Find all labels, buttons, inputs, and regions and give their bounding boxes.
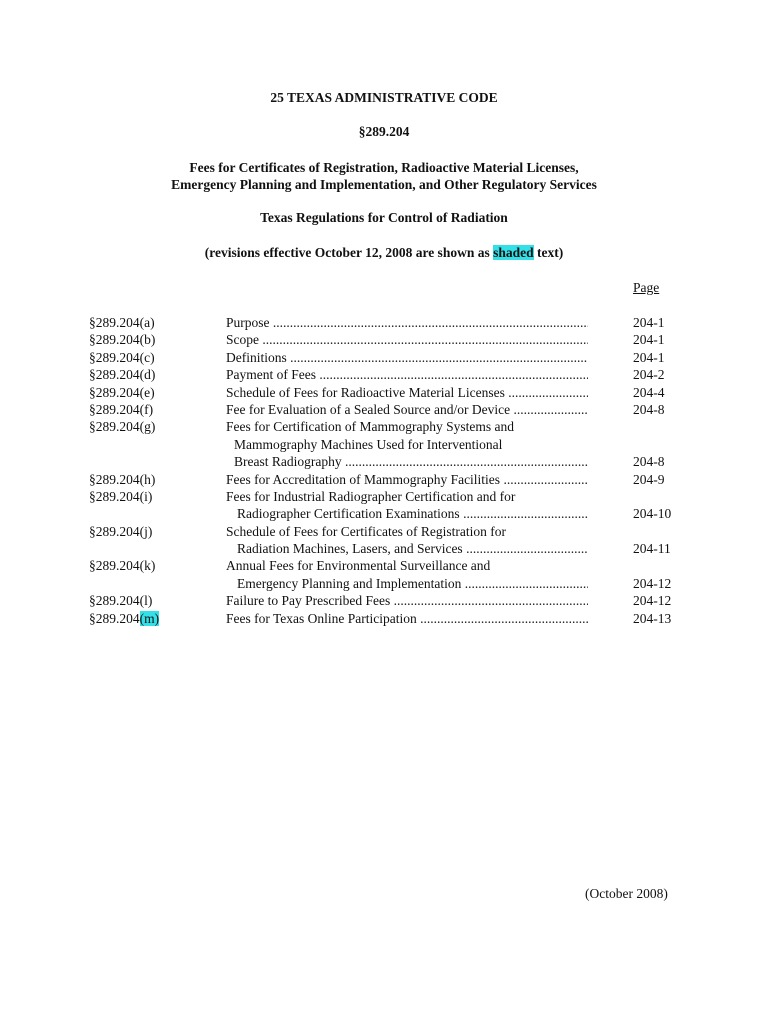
toc-page-number: 204-12	[633, 575, 672, 591]
toc-section-title: Breast Radiography .....	[234, 453, 588, 470]
toc-entry-line	[0, 314, 768, 331]
toc-page-number: 204-10	[633, 506, 672, 522]
section-title-line-1: Fees for Certificates of Registration, Radioactive Material Licenses,	[189, 160, 579, 175]
section-number: §289.204	[358, 124, 410, 139]
table-of-contents	[0, 314, 768, 627]
toc-section-code	[89, 610, 159, 627]
toc-entry-line	[0, 366, 768, 383]
toc-page-number: 204-2	[633, 367, 665, 383]
toc-section-code: §289.204(e)	[89, 384, 155, 400]
toc-entry-line	[0, 610, 768, 627]
toc-entry-line	[0, 471, 768, 488]
toc-section-title: Failure to Pay Prescribed Fees .....	[226, 592, 588, 609]
toc-section-title: Emergency Planning and Implementation .....	[237, 575, 588, 592]
toc-entry	[0, 331, 768, 348]
toc-entry-line	[0, 488, 768, 505]
toc-section-title: Schedule of Fees for Radioactive Material Licenses .....	[226, 384, 588, 401]
toc-section-title: Mammography Machines Used for Interventional	[234, 436, 503, 452]
toc-entry	[0, 401, 768, 418]
revision-note-suffix: text)	[533, 245, 564, 260]
toc-entry	[0, 592, 768, 609]
revision-note-prefix: (revisions effective October 12, 2008 are shown as	[204, 245, 494, 260]
toc-section-code-prefix: §289.204	[89, 610, 140, 626]
toc-entry-line	[0, 575, 768, 592]
toc-section-code-shaded: (m)	[139, 610, 160, 626]
toc-entry-line	[0, 436, 768, 453]
toc-section-title: Fees for Accreditation of Mammography Facilities .....	[226, 471, 588, 488]
toc-page-number: 204-11	[633, 541, 671, 557]
toc-section-title: Purpose .....	[226, 314, 588, 331]
toc-entry-line	[0, 453, 768, 470]
footer-date: (October 2008)	[585, 886, 668, 901]
toc-section-title: Definitions .....	[226, 349, 588, 366]
revision-note-shaded: shaded	[493, 245, 534, 260]
toc-entry-line	[0, 557, 768, 574]
toc-section-code: §289.204(f)	[89, 401, 154, 417]
toc-page-number: 204-4	[633, 384, 665, 400]
toc-section-title: Radiation Machines, Lasers, and Services .....	[237, 540, 588, 557]
toc-page-number: 204-8	[633, 454, 665, 470]
revision-note	[0, 245, 768, 261]
toc-entry-line	[0, 540, 768, 557]
section-title	[0, 159, 768, 193]
toc-section-title: Fees for Certification of Mammography Systems and	[226, 419, 514, 435]
toc-entry	[0, 610, 768, 627]
toc-entry	[0, 366, 768, 383]
toc-section-code: §289.204(a)	[89, 315, 155, 330]
toc-section-code: §289.204(j)	[89, 523, 153, 539]
toc-section-title: Fees for Industrial Radiographer Certification and for	[226, 488, 516, 504]
toc-page-number: 204-1	[633, 315, 665, 330]
toc-entry	[0, 418, 768, 470]
toc-section-code: §289.204(k)	[89, 558, 156, 574]
toc-section-title: Radiographer Certification Examinations .....	[237, 505, 588, 522]
toc-section-title: Payment of Fees .....	[226, 366, 588, 383]
toc-entry-line	[0, 331, 768, 348]
toc-entry-line	[0, 505, 768, 522]
code-title: 25 TEXAS ADMINISTRATIVE CODE	[270, 90, 498, 105]
toc-section-title: Fee for Evaluation of a Sealed Source and/or Device .....	[226, 401, 588, 418]
toc-entry	[0, 471, 768, 488]
toc-section-code: §289.204(g)	[89, 419, 156, 435]
toc-entry-line	[0, 401, 768, 418]
toc-section-title: Schedule of Fees for Certificates of Registration for	[226, 523, 507, 539]
toc-entry-line	[0, 349, 768, 366]
toc-section-code: §289.204(d)	[89, 367, 156, 383]
toc-entry	[0, 349, 768, 366]
toc-section-title: Scope .....	[226, 331, 588, 348]
toc-entry	[0, 557, 768, 592]
toc-section-code: §289.204(c)	[89, 349, 155, 365]
toc-section-code: §289.204(i)	[89, 488, 153, 504]
toc-section-title: Annual Fees for Environmental Surveillance and	[226, 558, 491, 574]
toc-page-number: 204-12	[633, 593, 672, 609]
toc-entry-line	[0, 592, 768, 609]
regulation-title: Texas Regulations for Control of Radiation	[260, 210, 508, 225]
toc-entry	[0, 488, 768, 523]
toc-section-code: §289.204(h)	[89, 471, 156, 487]
toc-page-number: 204-9	[633, 471, 665, 487]
toc-entry	[0, 384, 768, 401]
toc-page-number: 204-1	[633, 349, 665, 365]
toc-page-header: Page	[633, 280, 660, 295]
section-title-line-2: Emergency Planning and Implementation, and Other Regulatory Services	[171, 177, 597, 192]
toc-page-number: 204-13	[633, 610, 672, 626]
toc-entry	[0, 523, 768, 558]
toc-section-code: §289.204(l)	[89, 593, 153, 609]
toc-section-code: §289.204(b)	[89, 332, 156, 348]
toc-entry-line	[0, 384, 768, 401]
toc-page-number: 204-1	[633, 332, 665, 348]
toc-entry-line	[0, 523, 768, 540]
toc-entry	[0, 314, 768, 331]
toc-entry-line	[0, 418, 768, 435]
toc-section-title: Fees for Texas Online Participation .....	[226, 610, 588, 627]
toc-page-number: 204-8	[633, 401, 665, 417]
